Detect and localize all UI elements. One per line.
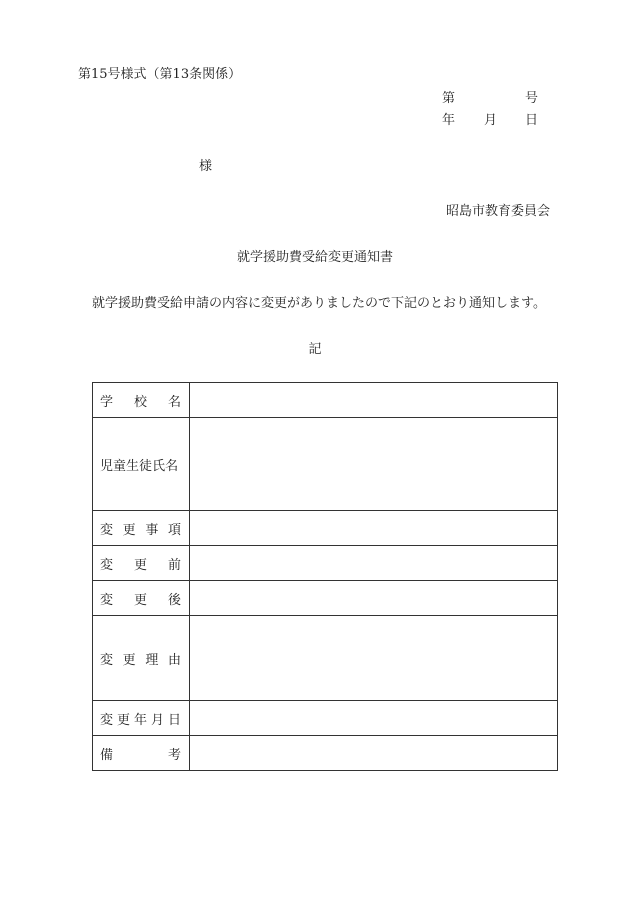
issuer-name: 昭島市教育委員会 — [446, 204, 551, 219]
table-row — [93, 546, 558, 581]
label-student-name: 児 童 生 徒 氏 名 — [93, 418, 190, 511]
label-change-date: 変 更 年 月 日 — [93, 701, 190, 736]
date-day: 日 — [525, 113, 539, 128]
change-notice-table — [92, 382, 558, 771]
table-row — [93, 581, 558, 616]
value-change-date[interactable] — [190, 701, 558, 736]
table-row — [93, 701, 558, 736]
table-row — [93, 418, 558, 511]
table-row — [93, 511, 558, 546]
label-change-item: 変 更 事 項 — [93, 511, 190, 546]
label-change-reason: 変 更 理 由 — [93, 616, 190, 701]
ki-heading: 記 — [308, 342, 322, 357]
form-number: 第15号様式（第13条関係） — [78, 67, 242, 82]
value-change-item[interactable] — [190, 511, 558, 546]
document-title: 就学援助費受給変更通知書 — [236, 250, 393, 265]
value-remarks[interactable] — [190, 736, 558, 771]
notice-body: 就学援助費受給申請の内容に変更がありましたので下記のとおり通知します。 — [92, 296, 546, 311]
label-remarks: 備 考 — [93, 736, 190, 771]
addressee-suffix: 様 — [199, 159, 213, 174]
date-month: 月 — [484, 113, 498, 128]
label-school-name: 学 校 名 — [93, 383, 190, 418]
table-row — [93, 616, 558, 701]
number-dai: 第 — [442, 91, 456, 106]
number-go: 号 — [525, 91, 539, 106]
value-student-name[interactable] — [190, 418, 558, 511]
value-before-change[interactable] — [190, 546, 558, 581]
label-after-change: 変 更 後 — [93, 581, 190, 616]
table-row — [93, 383, 558, 418]
table-row — [93, 736, 558, 771]
date-year: 年 — [442, 113, 456, 128]
value-school-name[interactable] — [190, 383, 558, 418]
value-after-change[interactable] — [190, 581, 558, 616]
value-change-reason[interactable] — [190, 616, 558, 701]
label-before-change: 変 更 前 — [93, 546, 190, 581]
